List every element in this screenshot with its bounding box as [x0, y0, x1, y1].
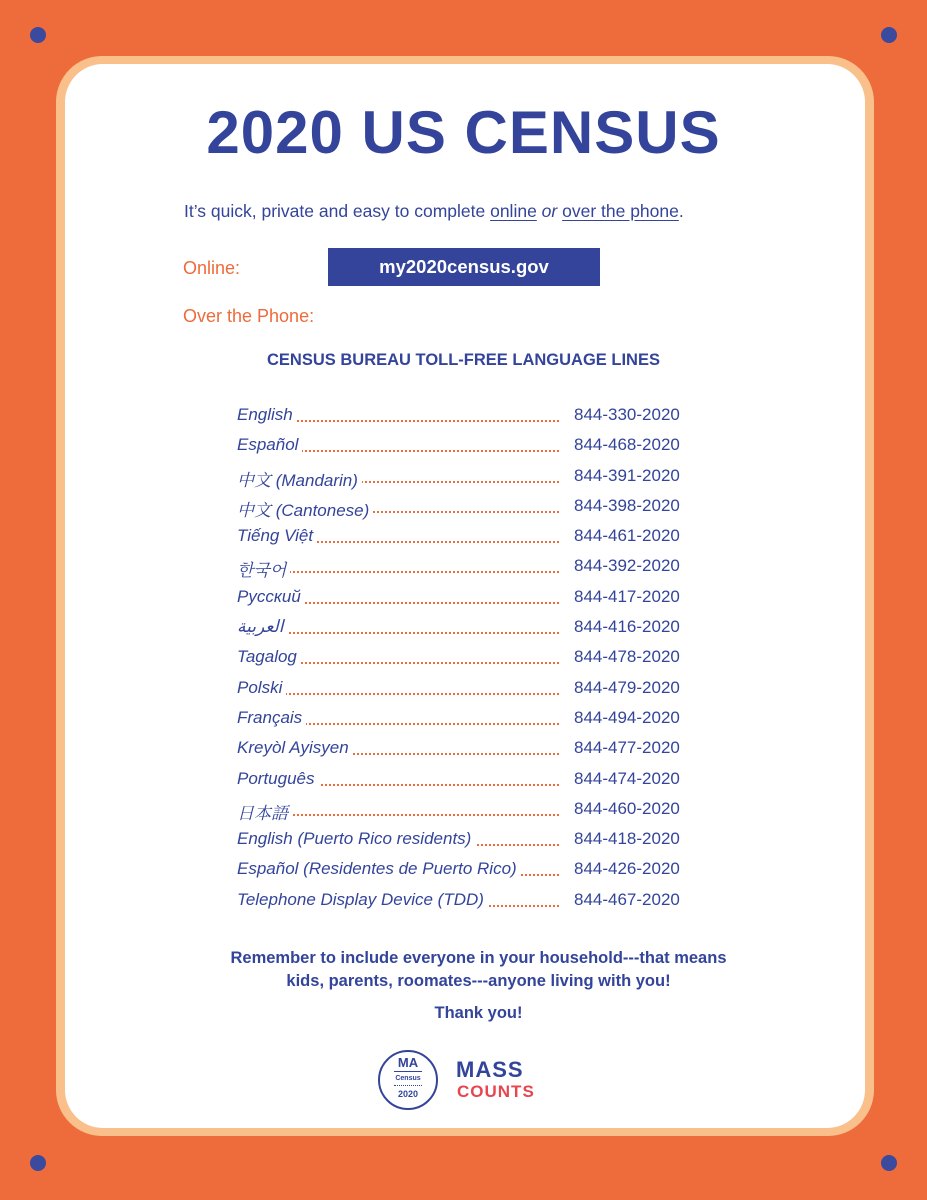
phone-number[interactable]: 844-398-2020 — [574, 495, 680, 515]
language-name: Português — [237, 769, 319, 789]
language-name: Français — [237, 708, 306, 728]
language-name: Polski — [237, 678, 286, 698]
phone-number[interactable]: 844-416-2020 — [574, 617, 680, 637]
phone-number[interactable]: 844-478-2020 — [574, 647, 680, 667]
corner-dot-top-left — [30, 27, 46, 43]
language-line-row — [237, 765, 707, 795]
language-name: English (Puerto Rico residents) — [237, 829, 475, 849]
phone-number[interactable]: 844-417-2020 — [574, 586, 680, 606]
language-line-row — [237, 704, 707, 734]
phone-number[interactable]: 844-392-2020 — [574, 556, 680, 576]
language-name: العربية — [237, 617, 287, 637]
language-name: 한국어 — [237, 556, 290, 581]
language-line-row — [237, 734, 707, 764]
language-lines-heading: CENSUS BUREAU TOLL-FREE LANGUAGE LINES — [267, 351, 660, 369]
intro-or: or — [536, 201, 563, 221]
language-line-row — [237, 431, 707, 461]
language-name: 中文 (Mandarin) — [237, 466, 362, 491]
reminder-text — [0, 947, 927, 993]
language-name: Telephone Display Device (TDD) — [237, 890, 488, 910]
ma-census-seal-logo — [378, 1050, 438, 1110]
language-line-row — [237, 522, 707, 552]
seal-bottom-text: 2020 — [397, 1089, 419, 1099]
mass-counts-bottom-text: COUNTS — [457, 1082, 535, 1101]
language-name: 日本語 — [237, 799, 292, 824]
language-line-row — [237, 795, 707, 825]
seal-middle-text: Census — [395, 1075, 421, 1082]
page-title: 2020 US CENSUS — [206, 99, 721, 166]
phone-number[interactable]: 844-477-2020 — [574, 738, 680, 758]
seal-dotted-divider — [394, 1085, 422, 1086]
language-line-row — [237, 462, 707, 492]
phone-link[interactable]: over the phone — [562, 201, 679, 221]
language-line-row — [237, 886, 707, 916]
language-name: Kreyòl Ayisyen — [237, 738, 353, 758]
intro-prefix: It’s quick, private and easy to complete — [184, 201, 491, 221]
language-name: English — [237, 405, 297, 425]
phone-number[interactable]: 844-426-2020 — [574, 859, 680, 879]
online-link[interactable]: online — [490, 201, 537, 221]
corner-dot-bottom-left — [30, 1155, 46, 1171]
language-name: 中文 (Cantonese) — [237, 496, 373, 521]
intro-suffix: . — [678, 201, 684, 221]
language-line-row — [237, 492, 707, 522]
language-line-row — [237, 674, 707, 704]
seal-divider — [394, 1071, 422, 1072]
phone-number[interactable]: 844-418-2020 — [574, 829, 680, 849]
intro-text — [184, 201, 684, 222]
phone-number[interactable]: 844-461-2020 — [574, 526, 680, 546]
language-line-row — [237, 401, 707, 431]
language-line-row — [237, 855, 707, 885]
corner-dot-bottom-right — [881, 1155, 897, 1171]
language-line-row — [237, 552, 707, 582]
language-name: Русский — [237, 587, 305, 607]
language-name: Español (Residentes de Puerto Rico) — [237, 859, 521, 879]
language-name: Tagalog — [237, 647, 301, 667]
language-line-row — [237, 825, 707, 855]
census-url-button[interactable]: my2020census.gov — [328, 248, 600, 286]
phone-number[interactable]: 844-330-2020 — [574, 405, 680, 424]
language-name: Tiếng Việt — [237, 526, 317, 546]
online-label: Online: — [183, 258, 241, 278]
thank-you-text: Thank you! — [434, 1004, 523, 1022]
phone-number[interactable]: 844-391-2020 — [574, 465, 680, 485]
reminder-line-1: Remember to include everyone in your household---that means — [230, 949, 727, 967]
language-line-row — [237, 643, 707, 673]
phone-number[interactable]: 844-460-2020 — [574, 798, 680, 818]
mass-counts-logo — [456, 1057, 556, 1107]
phone-label: Over the Phone: — [183, 306, 315, 326]
language-lines-list — [237, 401, 707, 916]
corner-dot-top-right — [881, 27, 897, 43]
phone-number[interactable]: 844-467-2020 — [574, 889, 680, 909]
reminder-line-2: kids, parents, roomates---anyone living with you! — [286, 972, 671, 990]
phone-number[interactable]: 844-494-2020 — [574, 707, 680, 727]
phone-number[interactable]: 844-468-2020 — [574, 435, 680, 455]
phone-number[interactable]: 844-474-2020 — [574, 768, 680, 788]
language-line-row — [237, 583, 707, 613]
language-name: Español — [237, 435, 302, 455]
mass-counts-top-text: MASS — [456, 1057, 524, 1082]
language-line-row — [237, 613, 707, 643]
seal-top-text: MA — [397, 1055, 419, 1070]
phone-number[interactable]: 844-479-2020 — [574, 677, 680, 697]
